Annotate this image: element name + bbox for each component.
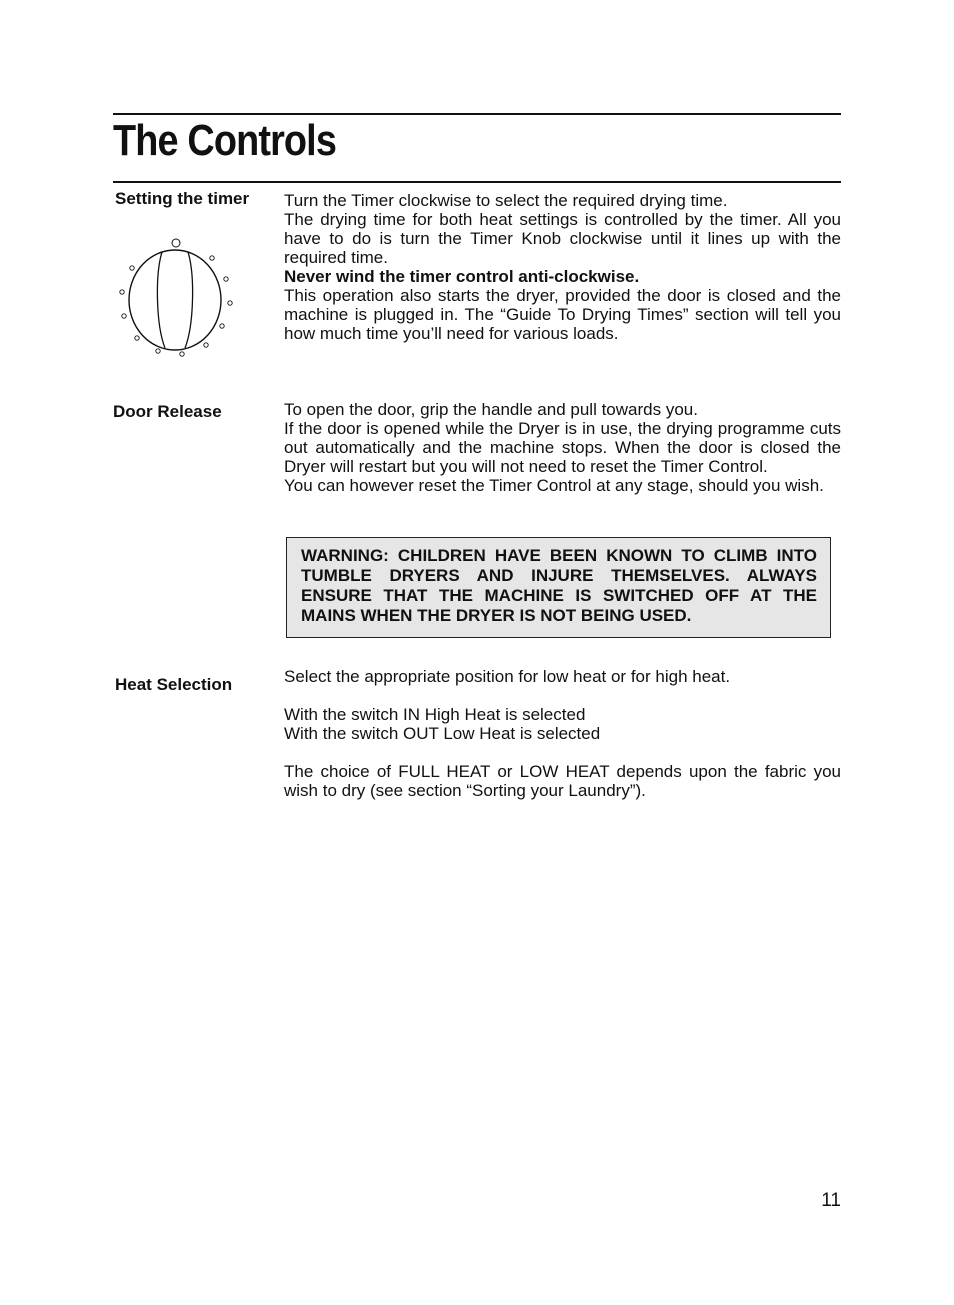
timer-body (284, 191, 841, 343)
door-paragraph: To open the door, grip the handle and pull towards you. (284, 400, 698, 419)
door-paragraph: You can however reset the Timer Control at any stage, should you wish. (284, 476, 824, 495)
timer-knob-illustration (110, 230, 240, 362)
knob-grip-right (185, 252, 193, 348)
timer-knob-outline (129, 250, 221, 350)
heat-paragraph: With the switch OUT Low Heat is selected (284, 724, 601, 743)
door-paragraph: If the door is opened while the Dryer is in use, the drying programme cuts out automatically and the machine stops. When the door is closed the Dryer will restart but you will not need to reset the Timer Control. (284, 419, 841, 476)
timer-paragraph: The drying time for both heat settings is controlled by the timer. All you have to do is turn the Timer Knob clockwise until it lines up with the required time. (284, 210, 841, 267)
door-body (284, 400, 841, 495)
timer-pointer-mark (172, 239, 180, 247)
timer-caution: Never wind the timer control anti-clockwise. (284, 267, 640, 286)
timer-paragraph: This operation also starts the dryer, provided the door is closed and the machine is plugged in. The “Guide To Drying Times” section will tell you how much time you’ll need for various loads. (284, 286, 841, 343)
top-rule (113, 113, 841, 115)
title-underline-rule (113, 181, 841, 183)
heat-paragraph: The choice of FULL HEAT or LOW HEAT depends upon the fabric you wish to dry (see section “Sorting your Laundry”). (284, 762, 841, 800)
heat-paragraph: Select the appropriate position for low heat or for high heat. (284, 667, 731, 686)
knob-grip-left (157, 252, 165, 348)
heat-body (284, 667, 841, 800)
page-title: The Controls (113, 116, 337, 165)
heat-paragraph: With the switch IN High Heat is selected (284, 705, 586, 724)
door-heading: Door Release (113, 402, 222, 421)
warning-box: WARNING: CHILDREN HAVE BEEN KNOWN TO CLIMB INTO TUMBLE DRYERS AND INJURE THEMSELVES. ALWAYS ENSURE THAT THE MACHINE IS SWITCHED OFF AT THE MAINS WHEN THE DRYER IS NOT BEING USED. (286, 537, 831, 638)
heat-heading: Heat Selection (115, 675, 233, 694)
timer-heading: Setting the timer (115, 189, 250, 208)
timer-paragraph: Turn the Timer clockwise to select the required drying time. (284, 191, 728, 210)
timer-scale-dots (120, 256, 232, 356)
page-number: 11 (821, 1190, 841, 1211)
